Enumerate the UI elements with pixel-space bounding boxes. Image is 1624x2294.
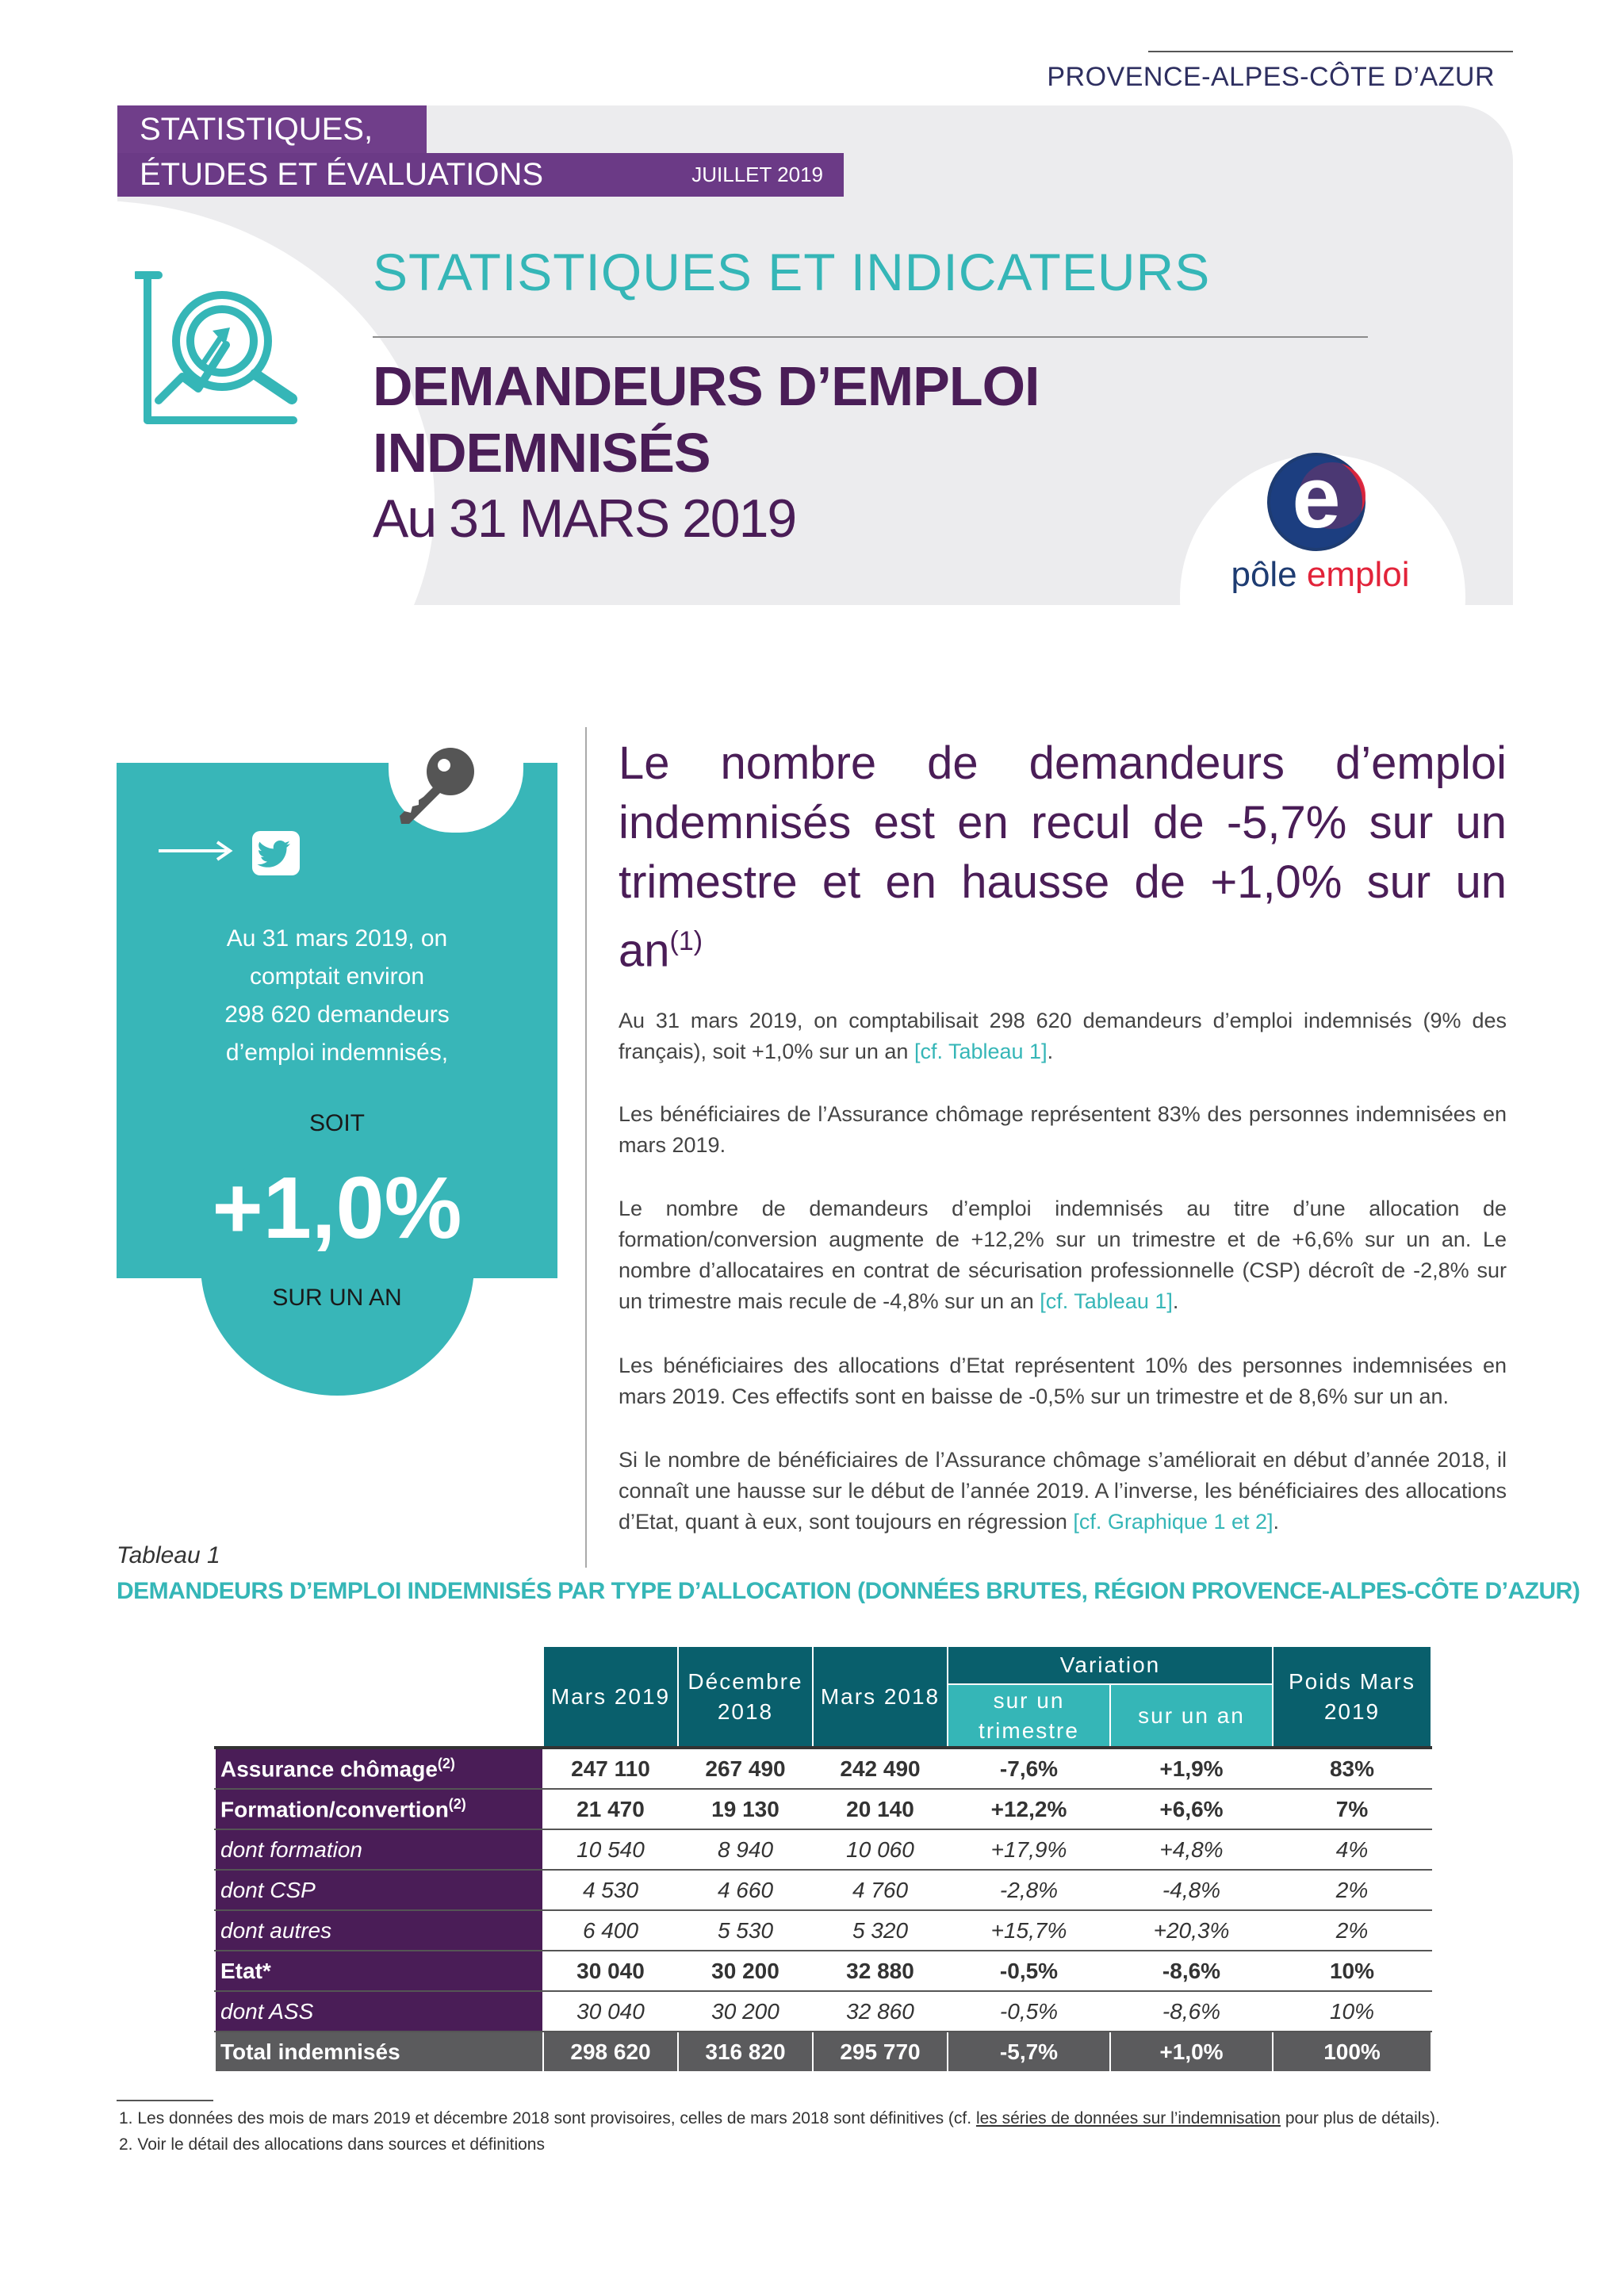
region-rule xyxy=(1148,51,1513,52)
table-row xyxy=(215,1748,1431,1789)
link-tableau-1[interactable]: [cf. Tableau 1] xyxy=(914,1040,1048,1063)
cell-mars-2019: 4 530 xyxy=(543,1870,678,1910)
header-decembre-2018 xyxy=(678,1646,813,1748)
cell-decembre-2018: 5 530 xyxy=(678,1910,813,1951)
cell-mars-2019: 10 540 xyxy=(543,1829,678,1870)
table-row xyxy=(215,1991,1431,2032)
link-graphique-1-2[interactable]: [cf. Graphique 1 et 2] xyxy=(1073,1510,1274,1534)
key-figure-intro-line2: comptait environ xyxy=(249,963,425,990)
table-row xyxy=(215,1870,1431,1910)
cell-mars-2019: 21 470 xyxy=(543,1789,678,1829)
cell-decembre-2018: 4 660 xyxy=(678,1870,813,1910)
table-corner xyxy=(215,1646,543,1748)
footnote-2: 2. Voir le détail des allocations dans sources et définitions xyxy=(119,2135,545,2154)
twitter-icon[interactable] xyxy=(252,831,300,875)
footnote-rule xyxy=(117,2100,213,2101)
cell-poids: 2% xyxy=(1273,1870,1431,1910)
row-note: (2) xyxy=(448,1795,466,1812)
cell-decembre-2018: 30 200 xyxy=(678,1991,813,2032)
cell-poids: 2% xyxy=(1273,1910,1431,1951)
cell-mars-2019: 298 620 xyxy=(543,2032,678,2072)
header-decembre-line2: 2018 xyxy=(717,1698,774,1724)
reference-date: Au 31 MARS 2019 xyxy=(373,488,796,549)
footnote-1 xyxy=(119,2109,1440,2128)
row-label xyxy=(215,1789,543,1829)
cell-var-trim: -2,8% xyxy=(948,1870,1110,1910)
logo-wordmark xyxy=(1217,555,1423,595)
cell-mars-2019: 30 040 xyxy=(543,1951,678,1991)
header-trim-line2: trimestre xyxy=(979,1718,1079,1743)
row-label-text: Formation/convertion xyxy=(220,1797,449,1822)
paragraph-3-end: . xyxy=(1172,1289,1179,1313)
cell-decembre-2018: 267 490 xyxy=(678,1748,813,1789)
link-tableau-1-b[interactable]: [cf. Tableau 1] xyxy=(1040,1289,1173,1313)
series-tag-line2 xyxy=(117,153,844,197)
cell-mars-2018: 20 140 xyxy=(813,1789,948,1829)
allocation-table xyxy=(214,1645,1432,2073)
cell-poids: 100% xyxy=(1273,2032,1431,2072)
region-name: PROVENCE-ALPES-CÔTE D’AZUR xyxy=(1047,62,1495,92)
cell-decembre-2018: 30 200 xyxy=(678,1951,813,1991)
cell-var-an: +1,0% xyxy=(1110,2032,1273,2072)
cell-var-trim: -0,5% xyxy=(948,1951,1110,1991)
paragraph-1-text: Au 31 mars 2019, on comptabilisait 298 620 demandeurs d’emploi indemnisés (9% des français), soit +1,0% sur un an xyxy=(619,1009,1507,1063)
key-figure-soit: SOIT xyxy=(308,1110,365,1136)
paragraph-5 xyxy=(619,1445,1507,1538)
cell-mars-2018: 4 760 xyxy=(813,1870,948,1910)
cell-mars-2018: 32 860 xyxy=(813,1991,948,2032)
header-variation: Variation xyxy=(948,1646,1273,1684)
key-figure-period: SUR UN AN xyxy=(272,1285,402,1311)
cell-var-trim: -0,5% xyxy=(948,1991,1110,2032)
row-label: Total indemnisés xyxy=(215,2032,543,2072)
cell-var-an: -8,6% xyxy=(1110,1951,1273,1991)
table-row-total xyxy=(215,2032,1431,2072)
paragraph-5-end: . xyxy=(1273,1510,1280,1534)
cell-mars-2018: 32 880 xyxy=(813,1951,948,1991)
key-figure-intro-line1: Au 31 mars 2019, on xyxy=(226,925,448,952)
footnote-1-end: pour plus de détails). xyxy=(1285,2109,1440,2127)
header-mars-2018: Mars 2018 xyxy=(813,1646,948,1748)
cell-var-trim: +15,7% xyxy=(948,1910,1110,1951)
cell-var-trim: +12,2% xyxy=(948,1789,1110,1829)
cell-poids: 4% xyxy=(1273,1829,1431,1870)
cell-var-an: +4,8% xyxy=(1110,1829,1273,1870)
header-mars-2019: Mars 2019 xyxy=(543,1646,678,1748)
cell-var-trim: +17,9% xyxy=(948,1829,1110,1870)
publication-date: JUILLET 2019 xyxy=(691,163,823,186)
cell-mars-2018: 242 490 xyxy=(813,1748,948,1789)
paragraph-3-text: Le nombre de demandeurs d’emploi indemnisés au titre d’une allocation de formation/conversion augmente de +12,2% sur un trimestre et de +6,6% sur un an. Le nombre d’allocataires en contrat de sécurisation professionnelle (CSP) décroît de -2,8% sur un trimestre mais recule de -4,8% sur un an xyxy=(619,1197,1507,1313)
header-sur-un-an: sur un an xyxy=(1110,1684,1273,1748)
cell-mars-2019: 30 040 xyxy=(543,1991,678,2032)
row-label: dont ASS xyxy=(215,1991,543,2032)
logo-word-pole: pôle xyxy=(1231,555,1297,594)
paragraph-5-text: Si le nombre de bénéficiaires de l’Assurance chômage s’améliorait en début d’année 2018, il connaît une hausse sur le début de l’année 2019. A l’inverse, les bénéficiaires des allocations d’Etat, quant à eux, sont toujours en régression xyxy=(619,1448,1507,1534)
cell-decembre-2018: 8 940 xyxy=(678,1829,813,1870)
link-series-indemnisation[interactable]: les séries de données sur l’indemnisation xyxy=(975,2109,1281,2127)
title-rule xyxy=(373,336,1368,338)
pole-emploi-logo-icon xyxy=(1217,448,1423,559)
cell-poids: 83% xyxy=(1273,1748,1431,1789)
header-decembre-line1: Décembre xyxy=(688,1668,803,1694)
paragraph-4: Les bénéficiaires des allocations d’Etat représentent 10% des personnes indemnisées en mars 2019. Ces effectifs sont en baisse de -0,5% sur un trimestre et de 8,6% sur un an. xyxy=(619,1354,1507,1408)
table-row xyxy=(215,1910,1431,1951)
footnote-1-text: 1. Les données des mois de mars 2019 et décembre 2018 sont provisoires, celles de mars 2018 sont définitives (cf. xyxy=(119,2109,972,2127)
arrow-right-icon xyxy=(157,839,236,863)
cell-poids: 10% xyxy=(1273,1951,1431,1991)
table-label: Tableau 1 xyxy=(117,1542,220,1568)
table-row xyxy=(215,1789,1431,1829)
paragraph-1-end: . xyxy=(1047,1040,1054,1063)
cell-decembre-2018: 19 130 xyxy=(678,1789,813,1829)
cell-var-trim: -7,6% xyxy=(948,1748,1110,1789)
main-title-line1: DEMANDEURS D’EMPLOI xyxy=(373,355,1040,417)
key-figure-intro-line4: d’emploi indemnisés, xyxy=(225,1040,449,1066)
header-poids xyxy=(1273,1646,1431,1748)
cell-mars-2019: 6 400 xyxy=(543,1910,678,1951)
logo-word-emploi: emploi xyxy=(1306,555,1410,594)
article-headline xyxy=(619,733,1507,980)
cell-mars-2018: 10 060 xyxy=(813,1829,948,1870)
cell-var-trim: -5,7% xyxy=(948,2032,1110,2072)
cell-var-an: +20,3% xyxy=(1110,1910,1273,1951)
category-title: STATISTIQUES ET INDICATEURS xyxy=(373,243,1211,301)
column-divider xyxy=(585,727,587,1568)
cell-decembre-2018: 316 820 xyxy=(678,2032,813,2072)
cell-var-an: -8,6% xyxy=(1110,1991,1273,2032)
row-label-text: Assurance chômage xyxy=(220,1756,438,1782)
table-title: DEMANDEURS D’EMPLOI INDEMNISÉS PAR TYPE D’ALLOCATION (DONNÉES BRUTES, RÉGION PROVENCE-ALPES-CÔTE D’AZUR) xyxy=(117,1578,1580,1604)
series-tag-line1: STATISTIQUES, xyxy=(117,105,427,153)
row-label: dont formation xyxy=(215,1829,543,1870)
headline-text: Le nombre de demandeurs d’emploi indemnisés est en recul de -5,7% sur un trimestre et en hausse de +1,0% sur un an xyxy=(619,737,1507,977)
main-title xyxy=(373,353,1039,486)
row-note: (2) xyxy=(437,1755,455,1771)
row-label: dont CSP xyxy=(215,1870,543,1910)
statistics-magnifier-icon xyxy=(135,266,309,432)
paragraph-1 xyxy=(619,1005,1507,1067)
key-figure-intro xyxy=(117,920,557,1072)
cell-mars-2018: 295 770 xyxy=(813,2032,948,2072)
cell-var-an: +1,9% xyxy=(1110,1748,1273,1789)
main-title-line2: INDEMNISÉS xyxy=(373,422,710,484)
row-label: dont autres xyxy=(215,1910,543,1951)
logo-letter: e xyxy=(1292,449,1341,546)
header-poids-line2: 2019 xyxy=(1323,1698,1381,1724)
header-poids-line1: Poids Mars xyxy=(1288,1668,1416,1694)
key-figure-value: +1,0% xyxy=(212,1159,462,1257)
key-icon xyxy=(389,741,484,837)
table-row xyxy=(215,1829,1431,1870)
row-label: Etat* xyxy=(215,1951,543,1991)
paragraph-3 xyxy=(619,1193,1507,1317)
paragraph-2: Les bénéficiaires de l’Assurance chômage représentent 83% des personnes indemnisées en mars 2019. xyxy=(619,1102,1507,1157)
table-row xyxy=(215,1951,1431,1991)
headline-footnote-ref: (1) xyxy=(669,926,703,956)
cell-poids: 10% xyxy=(1273,1991,1431,2032)
cell-mars-2019: 247 110 xyxy=(543,1748,678,1789)
key-figure-intro-line3: 298 620 demandeurs xyxy=(224,1001,450,1028)
series-name: ÉTUDES ET ÉVALUATIONS xyxy=(140,157,544,192)
header-sur-un-trimestre xyxy=(948,1684,1110,1748)
header-trim-line1: sur un xyxy=(993,1687,1065,1713)
row-label xyxy=(215,1748,543,1789)
cell-poids: 7% xyxy=(1273,1789,1431,1829)
cell-mars-2018: 5 320 xyxy=(813,1910,948,1951)
cell-var-an: +6,6% xyxy=(1110,1789,1273,1829)
cell-var-an: -4,8% xyxy=(1110,1870,1273,1910)
